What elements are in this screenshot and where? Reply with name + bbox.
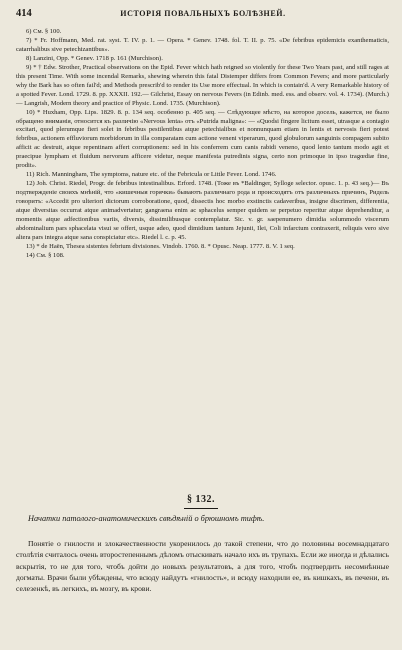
footnote: 8) Lanzini, Opp. * Genev. 1718 p. 161 (Murchison). (26, 54, 163, 62)
page-header (16, 8, 390, 22)
page-number: 414 (16, 8, 32, 19)
footnote: 12) Joh. Christ. Riedel, Progr. de febribus intestinalibus. Erford. 1748. (Тоже въ *Baldinger, Sylloge selector. opusc. 1. p. 43 seq.)— Въ подтвержденіе своихъ мнѣній, что «кишечныя горячки» бываютъ различнаго рода и происходятъ отъ различныхъ причинъ, Ридель говоритъ: «Accedit pro ulteriori dictorum corroboratione, quod, dissectis hoc morbo exstinctis cadaveribus, insigne discrimen, differentia, atque diversitas occurrat atque animadvertatur; gangraena enim ac sphacelus semper quidem se perpetuo reperitur atque deprehenditur, a momentis atque adfectionibus variis, diversis, dissimilibusque contemplatur. Sic. v. gr. saepenumero dimidia solummodo viscerum abdominalium pars sphacelata visui se offert, usque adeo, quod dimidium tantum Jejunii, Ilei, Coli infarctum contraxerit, reliquis vero sive altera pars integra atque sana conspiciatur etc». Riedel l. c. p. 45. (16, 180, 389, 241)
section-body-paragraph: Понятіе о гнилости и злокачественности укоренилось до такой степени, что до половины восемнадцатаго столѣтія считалось очень второстепеннымъ дѣломъ отыскивать начало ихъ въ трупахъ. Если же иногда и дѣлались вскрытія, то не для того, чтобъ дойти до новыхъ результатовъ, а для того, чтобъ подтвердить несомнѣнные догматы. Врачи были убѣждены, что всюду найдутъ «гнилость», и всюду находили ее, въ кишкахъ, въ печени, въ селезенкѣ, въ легкихъ, въ мозгу, въ крови. (16, 539, 389, 594)
section-subtitle: Начатки патолого-анатомическихъ свѣдѣній о брюшномъ тифѣ. (28, 514, 265, 523)
footnote: 13) * de Haën, Thesea sistentes febrium divisiones. Vindob. 1760. 8. * Opusc. Neap. 1777. 8. V. 1 seq. (26, 242, 295, 250)
footnote: 7) * Fr. Hoffmann, Med. rat. syst. T. IV. p. 1. — Opera. * Genev. 1748. fol. T. II. p. 75. «De febribus epidemicis exanthematicis, catarrhalibus sive petechizantibus». (16, 36, 389, 53)
footnote: 6) См. § 100. (26, 28, 62, 35)
running-title: ИСТОРІЯ ПОВАЛЬНЫХЪ БОЛѢЗНЕЙ. (120, 9, 286, 18)
section-divider (184, 508, 218, 509)
footnote: 11) Rich. Manningham, The symptoms, nature etc. of the Febricula or Little Fever. Lond. 1746. (26, 171, 277, 179)
footnote: 10) * Huxham, Opp. Lips. 1829. 8. p. 134 seq. особенно p. 405 seq. — Слѣдующее мѣсто, на которое досель, кажется, не было обращено вниманія, относится къ различію «Nervous lenta» отъ «Putrida maligna»: — «Quodsi fingere licitum esset, utrasque a contagio excitari, quod plerumque fieri solet in febribus pestilentibus atque petechialibus et nonnunquam etiam in lentis et nervosis fieri potest febribus, actionem effluviorum morbidorum in illa comparatam cum actione veneni viperarum, quod globulorum sanguinis compagem subito afficit ac destruit, atque repentinam affert corruptionem: sed in his conferrem cum canis rabidi veneno, quod lento tantum modo agit et praecipue lympham et fluidum nervorum afficere videtur, neque manifesta putredinis signa, certo non primoque in ipso tragœdiæ fine, prodit». (16, 108, 389, 170)
footnotes (16, 28, 389, 261)
footnote: 9) * † Edw. Strother, Practical observations on the Epid. Fever which hath reigned so violently for these Two Years past, and still rages at this present Time. With some incendal Remarks, shewing wherein this fatal Distemper differs from Common Fevers; and more particularly why the Bark has so often fail'd; and Methods prescrib'd to render its Use more effectual. In which is contain'd. A very Remarkable history of a spotted Fever. Lond. 1729. 8. pp. XXXII. 192.— Gilchrist, Essay on nervous Fevers (in Edinb. med. ess. and observ. vol. 4. 1734). (Murch.) — Langrish, Modern theory and practice of Physic. Lond. 1735. (Murchison). (16, 63, 389, 107)
section-heading: § 132. (187, 494, 215, 505)
footnote: 14) См. § 108. (26, 251, 65, 259)
